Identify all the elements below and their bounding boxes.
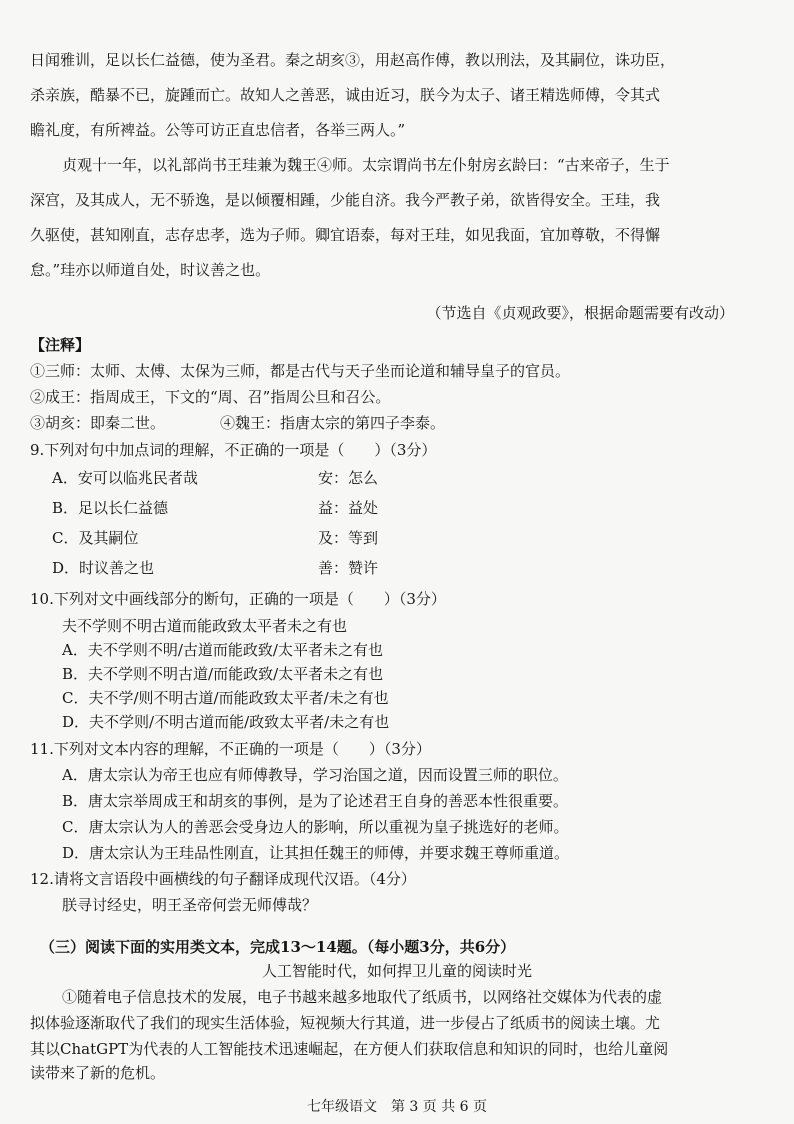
passage-line-2: 杀亲族，酷暴不已，旋踵而亡。故知人之善恶，诚由近习，朕今为太子、诸王精选师傅，令其式	[30, 86, 661, 104]
passage-line-5: 深宫，及其成人，无不骄逸，是以倾覆相踵，少能自济。我今严教子弟，欲皆得安全。王珪，我	[30, 191, 661, 209]
q12-sentence: 朕寻讨经史，明王圣帝何尝无师傅哉？	[62, 896, 318, 914]
passage-line-1: 日闻雅训，足以长仁益德，使为圣君。秦之胡亥③，用赵高作傅，教以刑法，及其嗣位，诛功臣，	[30, 51, 676, 69]
section3-para-line-2: 拟体验逐渐取代了我们的现实生活体验，短视频大行其道，进一步侵占了纸质书的阅读土壤。尤	[30, 1014, 661, 1032]
q9-stem: 9.下列对句中加点词的理解，不正确的一项是（ ）（3分）	[30, 441, 437, 459]
q11-option-d: D．唐太宗认为王珪品性刚直，让其担任魏王的师傅，并要求魏王尊师重道。	[62, 844, 570, 862]
section3-para-line-1: ①随着电子信息技术的发展，电子书越来越多地取代了纸质书，以网络社交媒体为代表的虚	[62, 988, 663, 1006]
q10-option-a: A．夫不学则不明/古道而能政致/太平者未之有也	[62, 641, 383, 659]
q11-option-a: A．唐太宗认为帝王也应有师傅教导，学习治国之道，因而设置三师的职位。	[62, 766, 568, 784]
q11-option-c: C．唐太宗认为人的善恶会受身边人的影响，所以重视为皇子挑选好的老师。	[62, 818, 569, 836]
section3-heading: （三）阅读下面的实用类文本，完成13～14题。（每小题3分，共6分）	[40, 938, 516, 956]
q12-stem: 12.请将文言语段中画横线的句子翻译成现代汉语。（4分）	[30, 870, 416, 888]
passage-line-3: 瞻礼度，有所裨益。公等可访正直忠信者，各举三两人。”	[30, 121, 406, 139]
source-line: （节选自《贞观政要》，根据命题需要有改动）	[426, 304, 734, 322]
q9-gloss-b: 益：益处	[318, 499, 379, 517]
note-item-2: ②成王：指周成王，下文的“周、召”指周公旦和召公。	[30, 388, 391, 406]
passage-line-7: 怠。”珪亦以师道自处，时议善之也。	[30, 261, 271, 279]
q10-sentence: 夫不学则不明古道而能政致太平者未之有也	[62, 617, 348, 635]
section3-para-line-4: 读带来了新的危机。	[30, 1064, 166, 1082]
q9-gloss-c: 及：等到	[318, 529, 379, 547]
note-item-4: ④魏王：指唐太宗的第四子李泰。	[220, 414, 446, 432]
section3-para-line-3: 其以ChatGPT为代表的人工智能技术迅速崛起，在方便人们获取信息和知识的同时，也给儿童阅	[30, 1040, 669, 1058]
q9-option-d: D．时议善之也	[52, 559, 155, 577]
q9-gloss-d: 善：赞许	[318, 559, 379, 577]
q9-option-a: A．安可以临兆民者哉	[52, 469, 198, 487]
q11-stem: 11.下列对文本内容的理解，不正确的一项是（ ）（3分）	[30, 740, 431, 758]
q9-option-b: B．足以长仁益德	[52, 499, 169, 517]
passage-line-6: 久驱使，甚知刚直，志存忠孝，选为子师。卿宜语泰，每对王珪，如见我面，宜加尊敬，不得懈	[30, 226, 661, 244]
note-item-3: ③胡亥：即秦二世。	[30, 414, 166, 432]
notes-heading: 【注释】	[30, 336, 91, 354]
passage-line-4: 贞观十一年，以礼部尚书王珪兼为魏王④师。太宗谓尚书左仆射房玄龄曰：“古来帝子，生于	[62, 156, 670, 174]
q10-option-c: C．夫不学/则不明古道/而能政致太平者/未之有也	[62, 689, 389, 707]
q9-gloss-a: 安：怎么	[318, 469, 379, 487]
q11-option-b: B．唐太宗举周成王和胡亥的事例，是为了论述君王自身的善恶本性很重要。	[62, 792, 569, 810]
q10-option-d: D．夫不学则/不明古道而能/政致太平者/未之有也	[62, 713, 390, 731]
q10-option-b: B．夫不学则不明古道/而能政致/太平者未之有也	[62, 665, 384, 683]
page-footer: 七年级语文 第 3 页 共 6 页	[306, 1099, 488, 1115]
note-item-1: ①三师：太师、太傅、太保为三师，都是古代与天子坐而论道和辅导皇子的官员。	[30, 362, 571, 380]
section3-title: 人工智能时代，如何捍卫儿童的阅读时光	[261, 962, 532, 980]
q10-stem: 10.下列对文中画线部分的断句，正确的一项是（ ）（3分）	[30, 590, 446, 608]
q9-option-c: C．及其嗣位	[52, 529, 139, 547]
